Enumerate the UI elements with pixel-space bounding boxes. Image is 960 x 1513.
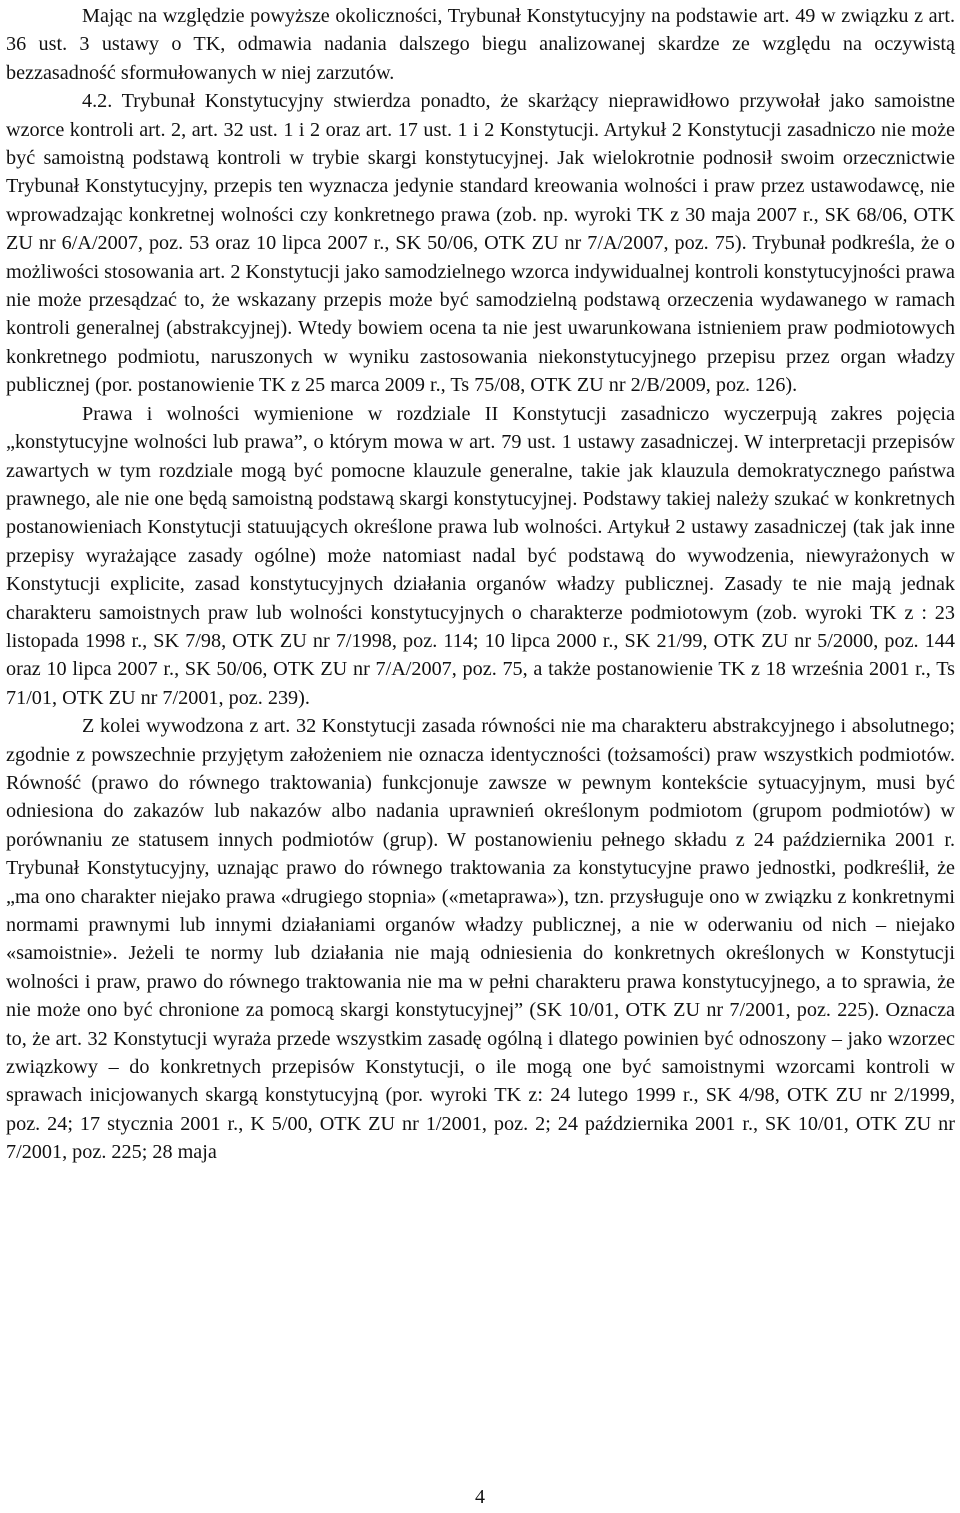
paragraph-rights-chapter-ii: Prawa i wolności wymienione w rozdziale II Konstytucji zasadniczo wyczerpują zakres pojęcia „konstytucyjne wolności lub prawa”, o którym mowa w art. 79 ust. 1 ustawy zasadniczej. W interpretacji przepisów zawartych w tym rozdziale mogą być pomocne klauzule generalne, takie jak klauzula demokratycznego państwa prawnego, ale nie one będą samoistną podstawą skargi konstytucyjnej. Podstawy takiej należy szukać w konkretnych postanowieniach Konstytucji statuujących określone prawa lub wolności. Artykuł 2 ustawy zasadniczej (tak jak inne przepisy wyrażające zasady ogólne) może natomiast nadal być podstawą do wywodzenia, niewyrażonych w Konstytucji explicite, zasad konstytucyjnych działania organów władzy publicznej. Zasady te nie mają jednak charakteru samoistnych praw lub wolności konstytucyjnych o charakterze podmiotowym (zob. wyroki TK z : 23 listopada 1998 r., SK 7/98, OTK ZU nr 7/1998, poz. 114; 10 lipca 2000 r., SK 21/99, OTK ZU nr 5/2000, poz. 144 oraz 10 lipca 2007 r., SK 50/06, OTK ZU nr 7/A/2007, poz. 75, a także postanowienie TK z 18 września 2001 r., Ts 71/01, OTK ZU nr 7/2001, poz. 239).: [6, 402, 955, 709]
paragraph-equality-principle: Z kolei wywodzona z art. 32 Konstytucji zasada równości nie ma charakteru abstrakcyjnego i absolutnego; zgodnie z powszechnie przyjętym założeniem nie oznacza identyczności (tożsamości) praw wszystkich podmiotów. Równość (prawo do równego traktowania) funkcjonuje zawsze w pewnym kontekście sytuacyjnym, musi być odniesiona do zakazów lub nakazów albo nadania uprawnień określonym podmiotom (grupom podmiotów) w porównaniu ze statusem innych podmiotów (grup). W postanowieniu pełnego składu z 24 października 2001 r. Trybunał Konstytucyjny, uznając prawo do równego traktowania za konstytucyjne prawo jednostki, podkreślił, że „ma ono charakter niejako prawa «drugiego stopnia» («metaprawa»), tzn. przysługuje ono w związku z konkretnymi normami prawnymi lub innymi działaniami organów władzy publicznej, a nie w oderwaniu od nich – niejako «samoistnie». Jeżeli te normy lub działania nie mają odniesienia do konkretnych określonych w Konstytucji wolności i praw, prawo do równego traktowania nie ma w pełni charakteru prawa konstytucyjnego, a to sprawia, że nie może ono być chronione za pomocą skargi konstytucyjnej” (SK 10/01, OTK ZU nr 7/2001, poz. 225). Oznacza to, że art. 32 Konstytucji wyraża przede wszystkim zasadę ogólną i dlatego powinien być odnoszony – jako wzorzec związkowy – do konkretnych przepisów Konstytucji, o ile mogą one być samoistnymi wzorcami kontroli w sprawach inicjowanych skargą konstytucyjną (por. wyroki TK z: 24 lutego 1999 r., SK 4/98, OTK ZU nr 2/1999, poz. 24; 17 stycznia 2001 r., K 5/00, OTK ZU nr 1/2001, poz. 2; 24 października 2001 r., SK 10/01, OTK ZU nr 7/2001, poz. 225; 28 maja: [6, 715, 955, 1164]
page-number: 4: [475, 1486, 485, 1508]
paragraph-conclusion: Mając na względzie powyższe okoliczności, Trybunał Konstytucyjny na podstawie art. 49 w związku z art. 36 ust. 3 ustawy o TK, odmawia nadania dalszego biegu analizowanej skardze ze względu na oczywistą bezzasadność sformułowanych w niej zarzutów.: [6, 5, 955, 84]
paragraph-section-4-2: 4.2. Trybunał Konstytucyjny stwierdza ponadto, że skarżący nieprawidłowo przywołał jako samoistne wzorce kontroli art. 2, art. 32 ust. 1 i 2 oraz art. 17 ust. 1 i 2 Konstytucji. Artykuł 2 Konstytucji zasadniczo nie może być samoistną podstawą kontroli w trybie skargi konstytucyjnej. Jak wielokrotnie podnosił swoim orzecznictwie Trybunał Konstytucyjny, przepis ten wyznacza jedynie standard kreowania wolności i praw przez ustawodawcę, nie wprowadzając konkretnej wolności czy konkretnego prawa (zob. np. wyroki TK z 30 maja 2007 r., SK 68/06, OTK ZU nr 6/A/2007, poz. 53 oraz 10 lipca 2007 r., SK 50/06, OTK ZU nr 7/A/2007, poz. 75). Trybunał podkreśla, że o możliwości stosowania art. 2 Konstytucji jako samodzielnego wzorca indywidualnej kontroli konstytucyjności prawa nie może przesądzać to, że wskazany przepis może być samodzielną podstawą orzeczenia wydawanego w ramach kontroli generalnej (abstrakcyjnej). Wtedy bowiem ocena ta nie jest uwarunkowana istnieniem praw podmiotowych konkretnego podmiotu, naruszonych w wyniku zastosowania niekonstytucyjnego przepisu przez organ władzy publicznej (por. postanowienie TK z 25 marca 2009 r., Ts 75/08, OTK ZU nr 2/B/2009, poz. 126).: [6, 90, 955, 397]
document-body: [6, 2, 955, 1167]
